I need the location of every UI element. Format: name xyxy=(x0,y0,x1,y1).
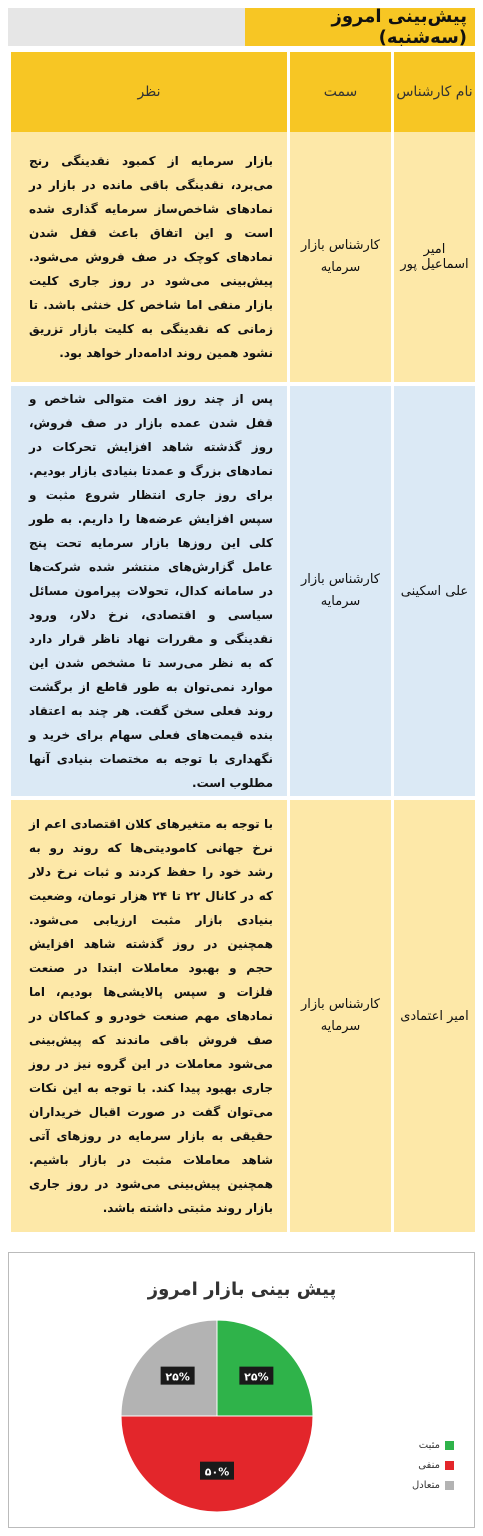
expert-opinion: با توجه به متغیرهای کلان اقتصادی اعم از نرخ جهانی کامودیتی‌ها که روند رو به رشد خود را حفظ کردند و ثبات نرخ دلار که در کانال ۲۲ تا ۲۴ هزار تومان، وضعیت بنیادی بازار مثبت ارزیابی می‌شود. همچنین در روز گذشته شاهد افزایش حجم و بهبود معاملات ابتدا در صنعت فلزات و سپس پالایشی‌ها بودیم، اما نمادهای مهم صنعت خودرو و کماکان در صف فروش باقی ماندند که پیش‌بینی می‌شود معاملات در این گروه نیز در روز جاری بهبود پیدا کند. با توجه به این نکات می‌توان گفت در صورت اقبال خریداران حقیقی به بازار سرمایه در روزهای آتی شاهد معاملات مثبت در بازار باشیم. همچنین پیش‌بینی می‌شود در روز جاری بازار روند مثبتی داشته باشد. xyxy=(10,798,289,1234)
forecast-table xyxy=(8,52,478,1236)
table-header-row xyxy=(10,52,477,132)
title-bar xyxy=(8,8,475,46)
legend-label-negative: منفی xyxy=(418,1459,440,1471)
pie-chart xyxy=(9,1253,476,1529)
chart-title: پیش بینی بازار امروز xyxy=(147,1279,337,1300)
pie-chart-panel xyxy=(8,1252,475,1528)
legend-item-neutral xyxy=(412,1475,454,1495)
expert-opinion: بازار سرمایه از کمبود نقدینگی رنج می‌برد، نقدینگی باقی مانده در بازار در نمادهای شاخص‌ساز سرمایه گذاری شده است و این اتفاق باعث قفل شدن نمادهای کوچک در صف فروش می‌شود. پیش‌بینی می‌شود در روز جاری کلیت بازار منفی اما شاخص کل خنثی باشد. تا زمانی که نقدینگی به کلیت بازار تزریق نشود همین روند ادامه‌دار خواهد بود. xyxy=(10,132,289,384)
legend-swatch-negative xyxy=(445,1461,454,1470)
legend-label-neutral: متعادل xyxy=(412,1479,440,1491)
pie-label-positive: ۲۵% xyxy=(244,1370,269,1384)
expert-role: کارشناس بازار سرمایه xyxy=(289,798,393,1234)
expert-name: علی اسکینی xyxy=(393,384,477,798)
column-header-name: نام کارشناس xyxy=(393,52,477,132)
table-row xyxy=(10,384,477,798)
legend-swatch-neutral xyxy=(445,1481,454,1490)
column-header-role: سمت xyxy=(289,52,393,132)
expert-opinion: پس از چند روز افت متوالی شاخص و قفل شدن عمده بازار در صف فروش، روز گذشته شاهد افزایش تحرکات در نمادهای بزرگ و عمدتا بنیادی بازار بودیم. برای روز جاری انتظار شروع مثبت و سپس افزایش عرضه‌ها را داریم. به طور کلی این روزها بازار سرمایه تحت پنج عامل گزارش‌های منتشر شده شرکت‌ها در سامانه کدال، تحولات پیرامون مسائل سیاسی و اقتصادی، نرخ دلار، ورود نقدینگی و مقررات نهاد ناظر قرار دارد که به نظر می‌رسد تا مشخص شدن این موارد نمی‌توان به طور قاطع از برگشت روند فعلی سخن گفت. هر چند به اعتقاد بنده قیمت‌های فعلی سهام برای خرید و نگهداری با توجه به مختصات بنیادی آنها مطلوب است. xyxy=(10,384,289,798)
expert-role: کارشناس بازار سرمایه xyxy=(289,132,393,384)
table-row xyxy=(10,132,477,384)
expert-name: امیر اسماعیل پور xyxy=(393,132,477,384)
legend-swatch-positive xyxy=(445,1441,454,1450)
legend-item-positive xyxy=(412,1435,454,1455)
pie-label-negative: ۵۰% xyxy=(204,1465,230,1479)
pie-label-neutral: ۲۵% xyxy=(165,1370,190,1384)
expert-name: امیر اعتمادی xyxy=(393,798,477,1234)
chart-legend xyxy=(412,1435,454,1495)
page-title: پیش‌بینی امروز (سه‌شنبه) xyxy=(245,8,475,46)
column-header-opinion: نظر xyxy=(10,52,289,132)
expert-role: کارشناس بازار سرمایه xyxy=(289,384,393,798)
legend-item-negative xyxy=(412,1455,454,1475)
table-row xyxy=(10,798,477,1234)
legend-label-positive: مثبت xyxy=(418,1439,440,1451)
